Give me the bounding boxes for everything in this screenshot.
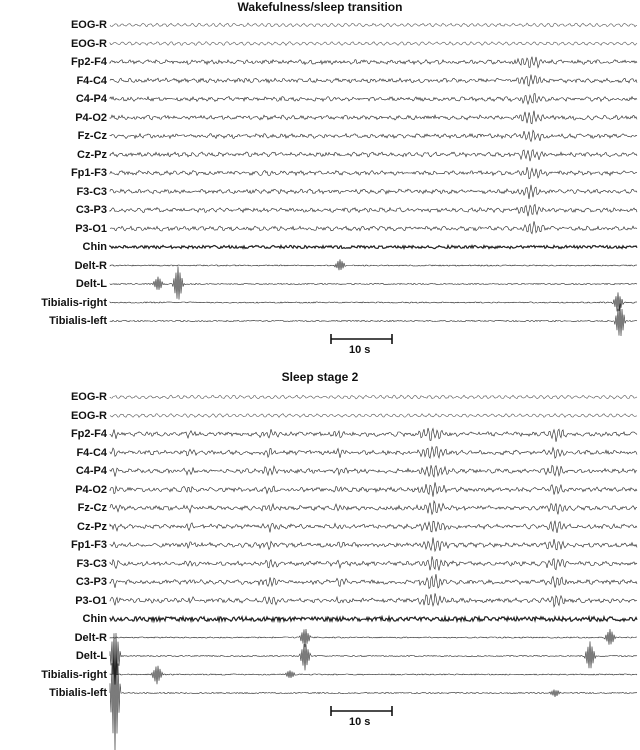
channel-label: Delt-R (74, 259, 107, 272)
channel-trace (110, 185, 637, 199)
channel-trace (110, 259, 637, 270)
channel-label: F3-C3 (76, 557, 107, 570)
eeg-traces (0, 0, 640, 372)
channel-trace (110, 267, 637, 300)
channel-label: P4-O2 (75, 111, 107, 124)
channel-label: P3-O1 (75, 222, 107, 235)
channel-label: Delt-L (75, 278, 107, 290)
channel-label: C3-P3 (75, 204, 107, 216)
channel-trace (110, 94, 637, 105)
channel-label: F4-C4 (76, 446, 107, 459)
channel-trace (110, 482, 637, 496)
channel-trace (110, 428, 637, 442)
channel-trace (110, 395, 637, 399)
channel-label: EOG-R (70, 409, 107, 422)
channel-label: Fp2-F4 (70, 56, 107, 68)
channel-trace (110, 111, 637, 124)
channel-trace (110, 666, 637, 684)
channel-trace (110, 633, 637, 685)
channel-label: EOG-R (70, 19, 107, 31)
channel-trace (110, 23, 637, 27)
channel-label: F3-C3 (76, 185, 107, 198)
channel-trace (110, 617, 637, 621)
channel-label: Chin (82, 241, 107, 253)
channel-label: Delt-L (75, 650, 107, 662)
channel-trace (110, 167, 637, 179)
channel-trace (110, 75, 637, 87)
channel-label: Delt-R (74, 631, 107, 644)
panel-sleep-stage-2 (0, 372, 640, 750)
channel-trace (110, 150, 637, 162)
scalebar-label: 10 s (349, 344, 371, 356)
scalebar (331, 706, 392, 716)
channel-trace (110, 556, 637, 570)
channel-label: Tibialis-left (49, 687, 107, 699)
channel-label: Fz-Cz (77, 130, 107, 142)
channel-trace (110, 42, 637, 46)
eeg-traces (0, 372, 640, 750)
channel-trace (110, 465, 637, 477)
channel-label: Fz-Cz (77, 502, 107, 514)
channel-label: Tibialis-right (41, 296, 107, 309)
channel-trace (110, 537, 637, 551)
channel-label: Tibialis-left (49, 315, 107, 327)
channel-label: EOG-R (70, 391, 107, 403)
panel-title: Sleep stage 2 (281, 370, 359, 384)
channel-trace (110, 574, 637, 588)
channel-label: C4-P4 (75, 465, 107, 477)
channel-label: C4-P4 (75, 93, 107, 105)
channel-trace (110, 643, 637, 750)
channel-label: F4-C4 (76, 74, 107, 87)
channel-trace (110, 221, 637, 233)
channel-label: Fp1-F3 (70, 539, 107, 551)
channel-label: Chin (82, 613, 107, 625)
channel-trace (110, 57, 637, 68)
channel-label: EOG-R (70, 37, 107, 50)
channel-label: Tibialis-right (41, 668, 107, 681)
channel-label: Cz-Pz (77, 520, 107, 533)
channel-trace (110, 501, 637, 514)
channel-label: Cz-Pz (77, 148, 107, 161)
channel-label: P3-O1 (75, 594, 107, 607)
channel-label: Fp2-F4 (70, 428, 107, 440)
channel-trace (110, 521, 637, 533)
channel-trace (110, 204, 637, 216)
scalebar-label: 10 s (349, 716, 371, 728)
channel-trace (110, 130, 637, 141)
panel-wakefulness (0, 0, 640, 372)
scalebar (331, 334, 392, 344)
channel-trace (110, 414, 637, 418)
channel-trace (110, 246, 637, 249)
channel-label: Fp1-F3 (70, 167, 107, 179)
channel-trace (110, 304, 637, 337)
channel-trace (110, 447, 637, 459)
channel-label: P4-O2 (75, 483, 107, 496)
channel-trace (110, 292, 637, 311)
channel-trace (110, 593, 637, 607)
panel-title: Wakefulness/sleep transition (237, 0, 403, 14)
channel-label: C3-P3 (75, 576, 107, 588)
channel-trace (110, 629, 637, 647)
